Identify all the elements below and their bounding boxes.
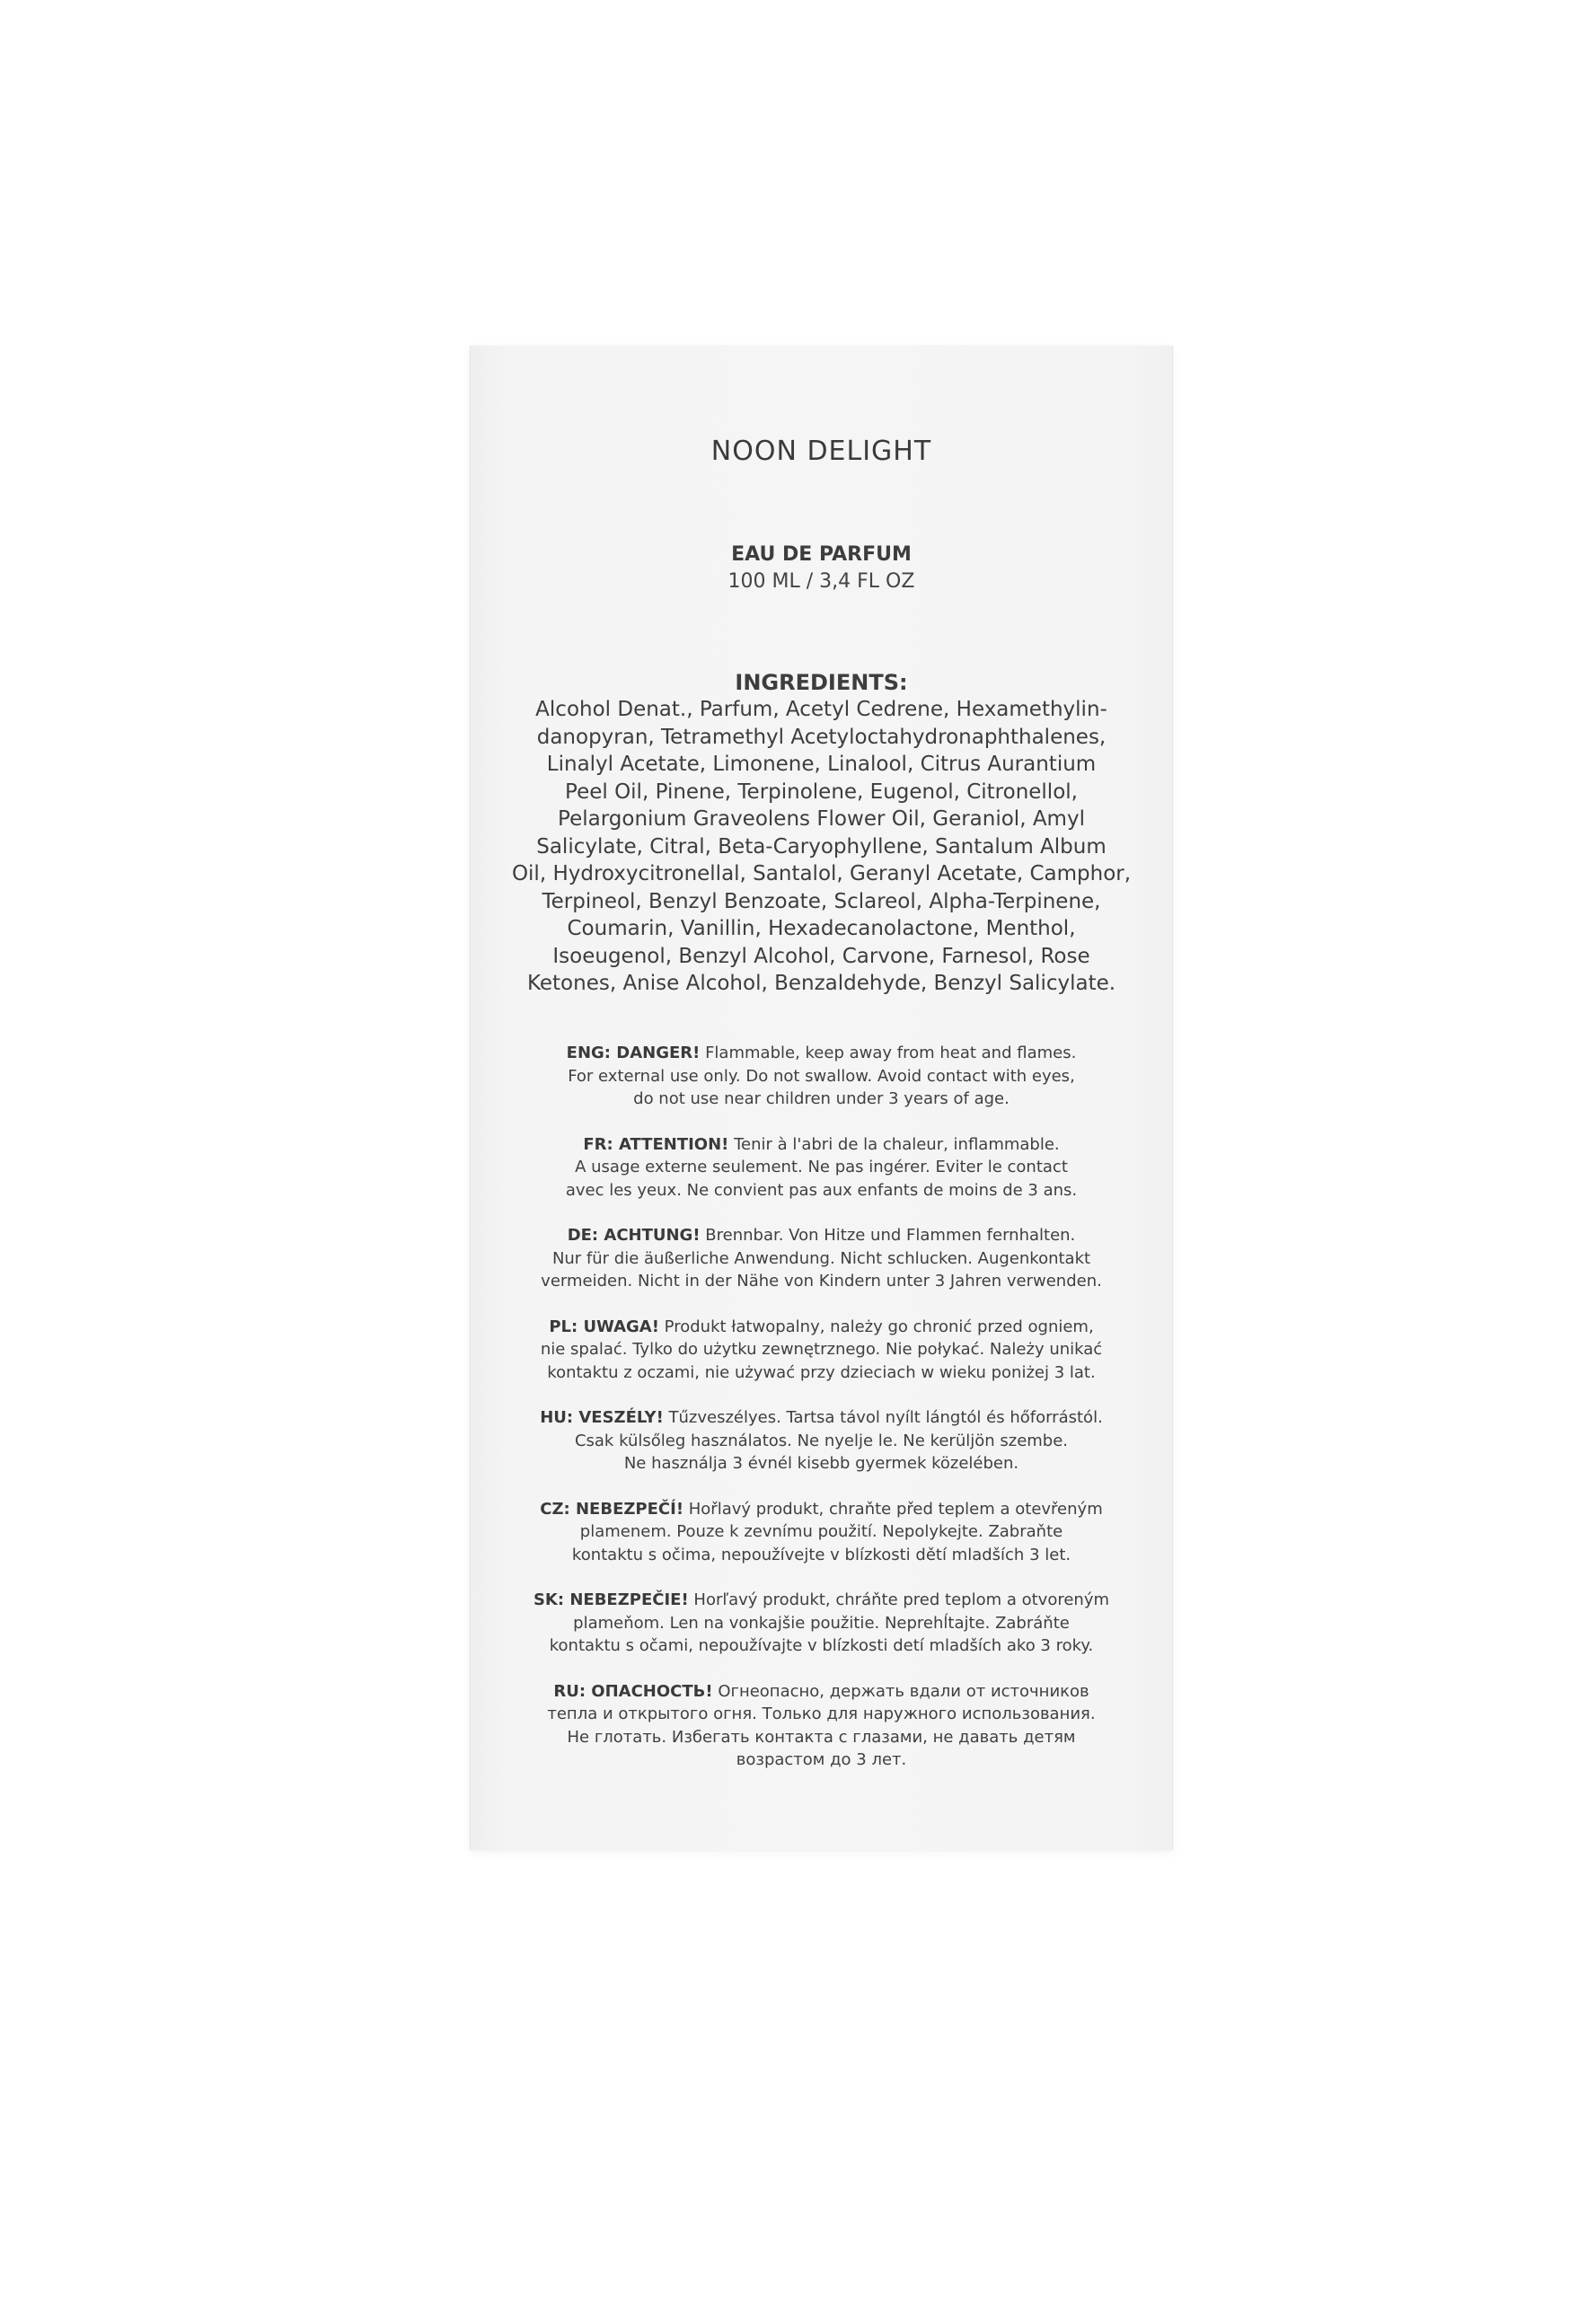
ingredients-line: danopyran, Tetramethyl Acetyloctahydronaphthalenes,: [536, 725, 1107, 749]
warning-text: Не глотать. Избегать контакта с глазами, не давать детям: [567, 1727, 1076, 1747]
product-info: [471, 542, 1172, 595]
warning-text: Nur für die äußerliche Anwendung. Nicht schlucken. Augenkontakt: [551, 1248, 1091, 1268]
warning-sk: [489, 1589, 1154, 1658]
ingredients-section: [498, 669, 1145, 998]
ingredients-line: Oil, Hydroxycitronellal, Santalol, Geranyl Acetate, Camphor,: [511, 862, 1132, 885]
warning-eng: [489, 1042, 1154, 1111]
warning-text: For external use only. Do not swallow. Avoid contact with eyes,: [568, 1066, 1075, 1086]
warning-text: avec les yeux. Ne convient pas aux enfants de moins de 3 ans.: [565, 1180, 1078, 1200]
warning-label: FR: ATTENTION!: [583, 1134, 729, 1154]
ingredients-line: Coumarin, Vanillin, Hexadecanolactone, Menthol,: [567, 917, 1076, 940]
ingredients-line: Alcohol Denat., Parfum, Acetyl Cedrene, Hexamethylin-: [535, 698, 1107, 721]
ingredients-line: Isoeugenol, Benzyl Alcohol, Carvone, Farnesol, Rose: [552, 944, 1090, 968]
warning-text: nie spalać. Tylko do użytku zewnętrznego. Nie połykać. Należy unikać: [540, 1340, 1103, 1359]
warning-text: Ne használja 3 évnél kisebb gyermek közelében.: [623, 1454, 1019, 1473]
warning-text: kontaktu z oczami, nie używać przy dzieciach w wieku poniżej 3 lat.: [547, 1362, 1096, 1382]
warning-text: Tenir à l'abri de la chaleur, inflammable.: [728, 1134, 1060, 1154]
ingredients-line: Pelargonium Graveolens Flower Oil, Geraniol, Amyl: [558, 807, 1085, 831]
warning-pl: [489, 1316, 1154, 1385]
warning-label: ENG: DANGER!: [566, 1044, 701, 1062]
warning-label: DE: ACHTUNG!: [567, 1226, 701, 1245]
warning-text: A usage externe seulement. Ne pas ingérer. Eviter le contact: [575, 1158, 1068, 1176]
perfume-box-back: [470, 346, 1173, 1850]
warning-text: Hořlavý produkt, chraňte před teplem a otevřeným: [683, 1499, 1103, 1519]
warning-label: HU: VESZÉLY!: [540, 1408, 664, 1427]
warning-text: plamenem. Pouze k zevnímu použití. Nepolykejte. Zabraňte: [579, 1522, 1063, 1541]
warning-cz: [489, 1498, 1154, 1567]
warning-de: [489, 1224, 1154, 1293]
warning-fr: [489, 1133, 1154, 1202]
warning-text: plameňom. Len na vonkajšie použitie. Neprehĺtajte. Zabráňte: [573, 1613, 1070, 1633]
warning-text: do not use near children under 3 years of age.: [633, 1089, 1010, 1108]
warning-text: vermeiden. Nicht in der Nähe von Kindern unter 3 Jahren verwenden.: [541, 1272, 1102, 1290]
warning-label: PL: UWAGA!: [549, 1317, 659, 1336]
warning-text: Horľavý produkt, chráňte pred teplom a otvoreným: [688, 1590, 1110, 1609]
ingredients-line: Ketones, Anise Alcohol, Benzaldehyde, Benzyl Salicylate.: [526, 972, 1116, 995]
ingredients-line: Salicylate, Citral, Beta-Caryophyllene, Santalum Album: [536, 834, 1107, 859]
warning-label: RU: ОПАСНОСТЬ!: [553, 1681, 713, 1701]
ingredients-line: Peel Oil, Pinene, Terpinolene, Eugenol, Citronellol,: [565, 780, 1078, 804]
warning-text: Produkt łatwopalny, należy go chronić przed ogniem,: [658, 1317, 1094, 1336]
product-type: EAU DE PARFUM: [731, 543, 912, 566]
product-title: NOON DELIGHT: [710, 436, 932, 467]
product-volume: 100 ML / 3,4 FL OZ: [727, 570, 915, 593]
warning-text: тепла и открытого огня. Только для наружного использования.: [547, 1704, 1096, 1723]
warning-label: SK: NEBEZPEČIE!: [533, 1590, 689, 1609]
ingredients-line: Linalyl Acetate, Limonene, Linalool, Citrus Aurantium: [546, 753, 1097, 776]
warning-hu: [489, 1406, 1154, 1475]
warning-text: Csak külsőleg használatos. Ne nyelje le. Ne kerüljön szembe.: [574, 1431, 1069, 1450]
ingredients-heading: INGREDIENTS:: [735, 670, 908, 695]
warning-text: Tűzveszélyes. Tartsa távol nyílt lángtól és hőforrástól.: [663, 1408, 1103, 1427]
warning-label: CZ: NEBEZPEČÍ!: [540, 1499, 684, 1519]
warning-text: kontaktu s očima, nepoužívejte v blízkosti dětí mladších 3 let.: [571, 1545, 1071, 1564]
warning-text: Огнеопасно, держать вдали от источников: [712, 1681, 1089, 1701]
warnings-section: [489, 1042, 1154, 1794]
warning-ru: [489, 1680, 1154, 1772]
warning-text: возрастом до 3 лет.: [736, 1750, 907, 1769]
warning-text: Brennbar. Von Hitze und Flammen fernhalten.: [700, 1226, 1076, 1245]
warning-text: Flammable, keep away from heat and flames.: [700, 1044, 1077, 1062]
ingredients-line: Terpineol, Benzyl Benzoate, Sclareol, Alpha-Terpinene,: [542, 889, 1101, 913]
warning-text: kontaktu s očami, nepoužívajte v blízkosti detí mladších ako 3 roky.: [549, 1636, 1094, 1655]
